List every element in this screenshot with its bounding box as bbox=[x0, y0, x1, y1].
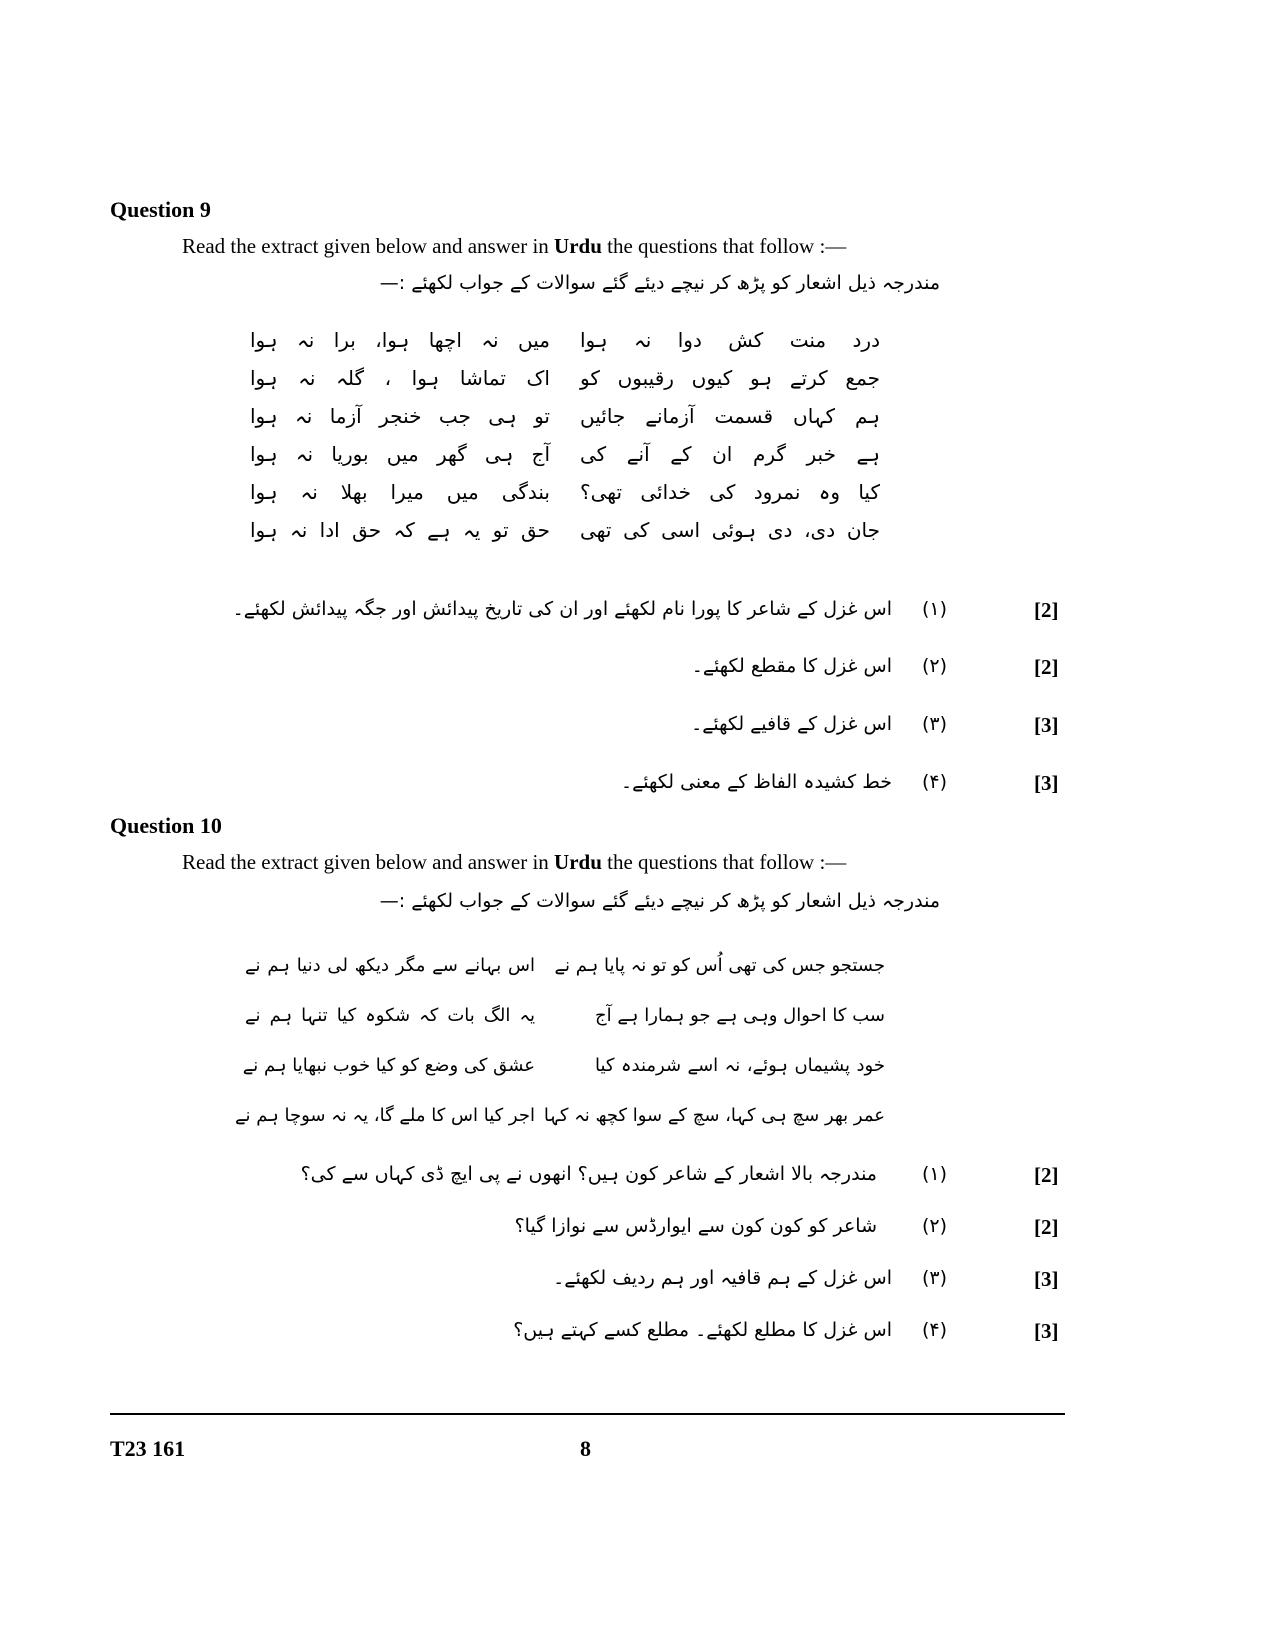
sub-question-text: اس غزل کے قافیے لکھئے۔ bbox=[691, 713, 892, 735]
sub-question-text: اس غزل کے شاعر کا پورا نام لکھئے اور ان کی تاریخ پیدائش اور جگہ پیدائش لکھئے۔ bbox=[232, 598, 892, 620]
misra-right: جمع کرتے ہو کیوں رقیبوں کو bbox=[580, 366, 880, 390]
q10-sub-question-2 bbox=[0, 1215, 1275, 1245]
sub-question-text: مندرجہ بالا اشعار کے شاعر کون ہیں؟ انھوں نے پی ایچ ڈی کہاں سے کی؟ bbox=[300, 1163, 877, 1185]
q10-instr-pre: Read the extract given below and answer in bbox=[182, 850, 555, 874]
sub-question-number: (۲) bbox=[921, 655, 947, 677]
couplet-row bbox=[245, 990, 885, 1040]
question-9-urdu-instruction: مندرجہ ذیل اشعار کو پڑھ کر نیچے دیئے گئے سوالات کے جواب لکھئے :— bbox=[379, 272, 940, 294]
question-9-instruction bbox=[182, 234, 846, 259]
q9-instr-bold: Urdu bbox=[554, 234, 602, 258]
sub-question-text: اس غزل کا مقطع لکھئے۔ bbox=[691, 655, 892, 677]
couplet-row bbox=[250, 321, 880, 359]
couplet-row bbox=[242, 1040, 885, 1090]
sub-question-text: اس غزل کے ہم قافیہ اور ہم ردیف لکھئے۔ bbox=[553, 1267, 892, 1289]
couplet-row bbox=[250, 435, 880, 473]
sub-question-text: اس غزل کا مطلع لکھئے۔ مطلع کسے کہتے ہیں؟ bbox=[513, 1319, 892, 1341]
q9-instr-post: the questions that follow :— bbox=[601, 234, 847, 258]
marks-label: [3] bbox=[1034, 771, 1059, 795]
misra-right: سب کا احوال وہی ہے جو ہمارا ہے آج bbox=[595, 1004, 885, 1026]
misra-right: ہے خبر گرم ان کے آنے کی bbox=[580, 442, 880, 466]
q10-sub-question-4 bbox=[0, 1319, 1275, 1349]
q10-sub-question-3 bbox=[0, 1267, 1275, 1297]
marks-label: [3] bbox=[1034, 713, 1059, 737]
couplet-row bbox=[250, 473, 880, 511]
couplet-row bbox=[250, 511, 880, 549]
couplet-row bbox=[245, 940, 885, 990]
misra-right: عمر بھر سچ ہی کہا، سچ کے سوا کچھ نہ کہا bbox=[543, 1104, 885, 1126]
marks-label: [2] bbox=[1034, 655, 1059, 679]
q10-instr-bold: Urdu bbox=[554, 850, 602, 874]
misra-left: اک تماشا ہوا ، گلہ نہ ہوا bbox=[250, 366, 550, 390]
misra-left: عشق کی وضع کو کیا خوب نبھایا ہم نے bbox=[242, 1054, 535, 1076]
couplet-row bbox=[250, 397, 880, 435]
footer-divider bbox=[110, 1413, 1065, 1415]
couplet-row bbox=[235, 1090, 885, 1140]
q9-instr-pre: Read the extract given below and answer in bbox=[182, 234, 555, 258]
sub-question-number: (۱) bbox=[921, 1163, 947, 1185]
misra-left: تو ہی جب خنجر آزما نہ ہوا bbox=[250, 404, 550, 428]
misra-right: جستجو جس کی تھی اُس کو تو نہ پایا ہم نے bbox=[554, 954, 885, 976]
misra-left: اجر کیا اس کا ملے گا، یہ نہ سوچا ہم نے bbox=[235, 1104, 535, 1126]
misra-right: کیا وہ نمرود کی خدائی تھی؟ bbox=[580, 480, 880, 504]
q9-sub-question-1 bbox=[0, 598, 1275, 628]
marks-label: [2] bbox=[1034, 1215, 1059, 1239]
question-9-title: Question 9 bbox=[110, 197, 211, 222]
sub-question-number: (۳) bbox=[921, 713, 947, 735]
sub-question-number: (۲) bbox=[921, 1215, 947, 1237]
misra-right: درد منت کش دوا نہ ہوا bbox=[580, 328, 880, 352]
misra-right: جان دی، دی ہوئی اسی کی تھی bbox=[580, 518, 880, 542]
sub-question-number: (۴) bbox=[921, 1319, 947, 1341]
question-10-couplets bbox=[235, 940, 885, 1140]
page-number: 8 bbox=[580, 1436, 591, 1461]
sub-question-number: (۱) bbox=[921, 598, 947, 620]
sub-question-number: (۳) bbox=[921, 1267, 947, 1289]
couplet-row bbox=[250, 359, 880, 397]
q10-sub-question-1 bbox=[0, 1163, 1275, 1193]
question-10-title: Question 10 bbox=[110, 813, 222, 838]
paper-code: T23 161 bbox=[110, 1436, 186, 1461]
question-10-instruction bbox=[182, 850, 846, 875]
question-10-urdu-instruction: مندرجہ ذیل اشعار کو پڑھ کر نیچے دیئے گئے سوالات کے جواب لکھئے :— bbox=[379, 890, 940, 912]
marks-label: [3] bbox=[1034, 1319, 1059, 1343]
question-9-couplets bbox=[250, 321, 880, 549]
q9-sub-question-4 bbox=[0, 771, 1275, 801]
sub-question-text: شاعر کو کون کون سے ایوارڈس سے نوازا گیا؟ bbox=[514, 1215, 877, 1237]
misra-left: بندگی میں میرا بھلا نہ ہوا bbox=[250, 480, 550, 504]
misra-right: خود پشیماں ہوئے، نہ اسے شرمندہ کیا bbox=[595, 1054, 885, 1076]
misra-left: آج ہی گھر میں بوریا نہ ہوا bbox=[250, 442, 550, 466]
misra-right: ہم کہاں قسمت آزمانے جائیں bbox=[580, 404, 880, 428]
misra-left: حق تو یہ ہے کہ حق ادا نہ ہوا bbox=[250, 518, 550, 542]
sub-question-number: (۴) bbox=[921, 771, 947, 793]
marks-label: [2] bbox=[1034, 598, 1059, 622]
misra-left: اس بہانے سے مگر دیکھ لی دنیا ہم نے bbox=[245, 954, 535, 976]
misra-left: میں نہ اچھا ہوا، برا نہ ہوا bbox=[250, 328, 550, 352]
q9-sub-question-3 bbox=[0, 713, 1275, 743]
q9-sub-question-2 bbox=[0, 655, 1275, 685]
q10-instr-post: the questions that follow :— bbox=[601, 850, 847, 874]
marks-label: [2] bbox=[1034, 1163, 1059, 1187]
marks-label: [3] bbox=[1034, 1267, 1059, 1291]
sub-question-text: خط کشیدہ الفاظ کے معنی لکھئے۔ bbox=[621, 771, 892, 793]
misra-left: یہ الگ بات کہ شکوہ کیا تنہا ہم نے bbox=[245, 1004, 535, 1026]
